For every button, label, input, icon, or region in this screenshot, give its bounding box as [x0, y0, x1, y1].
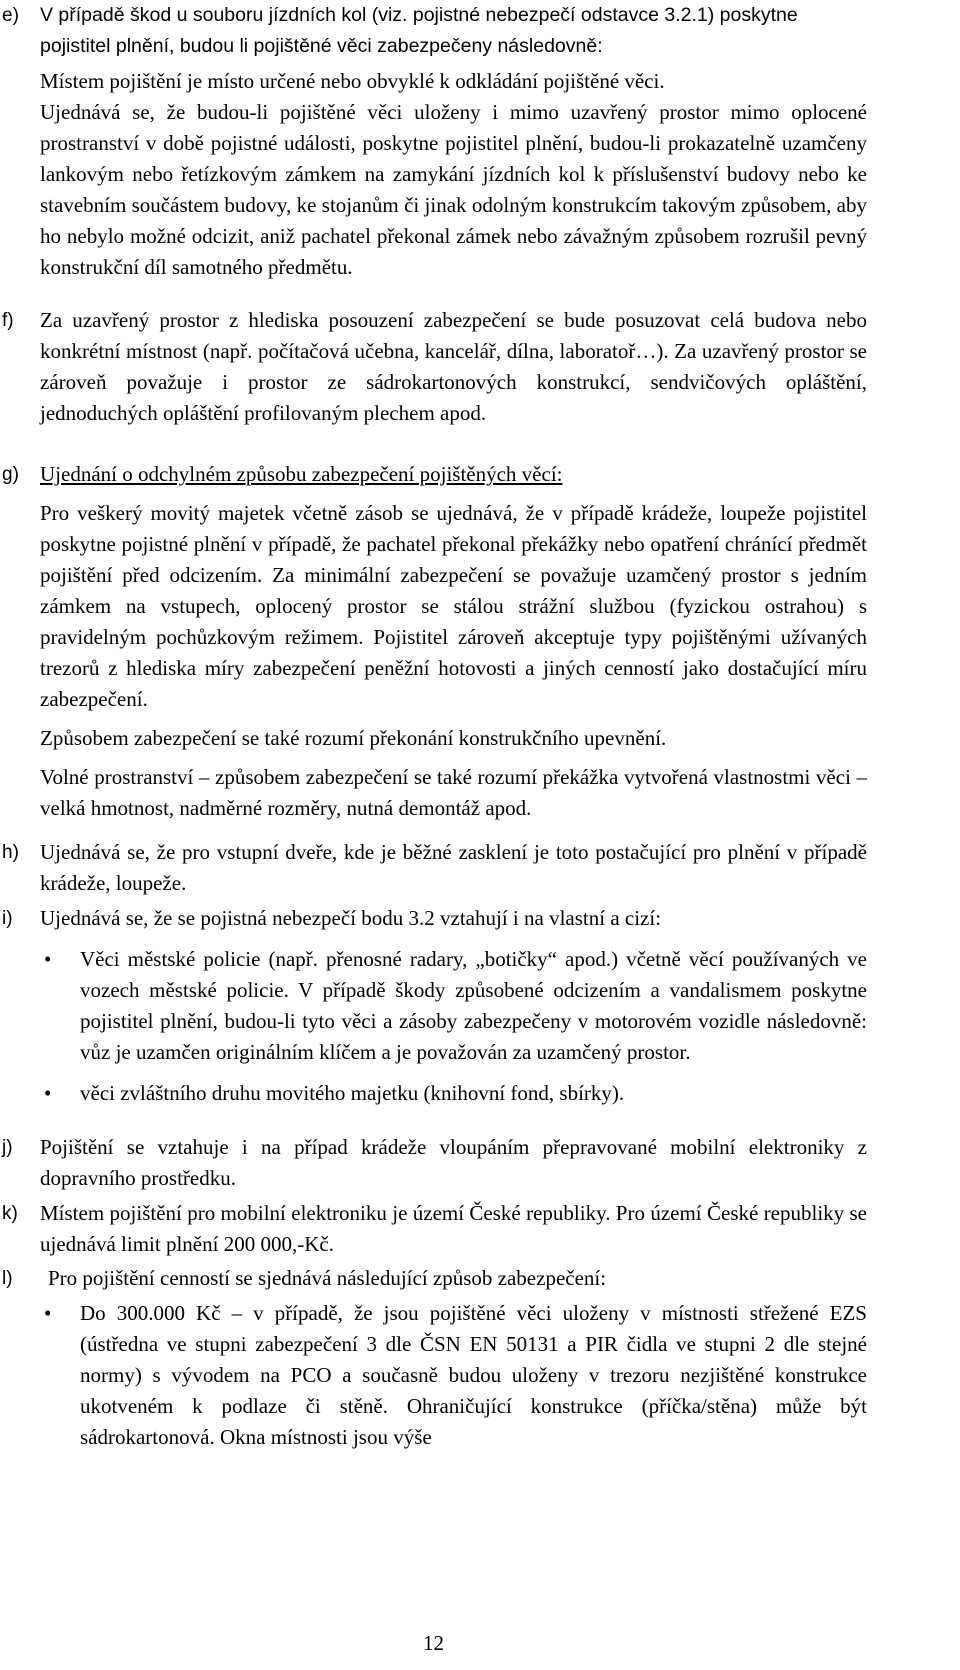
item-i-text: Ujednává se, že se pojistná nebezpečí bodu 3.2 vztahují i na vlastní a cizí: — [40, 906, 662, 930]
item-marker: k) — [2, 1203, 18, 1224]
item-marker: i) — [2, 908, 13, 929]
list-item — [40, 1078, 867, 1109]
item-l-bullet-1: Do 300.000 Kč – v případě, že jsou pojištěné věci uloženy v místnosti střežené EZS (ústředna ve stupni zabezpečení 3 dle ČSN EN 50131 a PIR čidla ve stupni 2 dle stejné normy) s vývodem na PCO a současně budou uloženy v trezoru nezjištěné konstrukce ukotveném k podlaze či stěně. Ohraničující konstrukce (příčka/stěna) může být sádrokartonová. Okna místnosti jsou výše — [80, 1301, 867, 1449]
item-g-paragraph-3: Volné prostranství – způsobem zabezpečení se také rozumí překážka vytvořená vlastnostmi věci – velká hmotnost, nadměrné rozměry, nutná demontáž apod. — [40, 765, 867, 820]
item-i-bullet-1: Věci městské policie (např. přenosné radary, „botičky“ apod.) včetně věcí používaných ve vozech městské policie. V případě škody způsobené odcizením a vandalismem poskytne pojistitel plnění, budou-li tyto věci a zásoby zabezpečeny v motorovém vozidle následovně: vůz je uzamčen originálním klíčem a je považován za uzamčený prostor. — [80, 947, 867, 1064]
item-i-bullet-2: věci zvláštního druhu movitého majetku (knihovní fond, sbírky). — [80, 1081, 625, 1105]
item-e-paragraph-1: Místem pojištění je místo určené nebo obvyklé k odkládání pojištěné věci. — [40, 69, 665, 93]
item-g — [0, 459, 867, 832]
item-k — [0, 1198, 867, 1268]
item-i — [0, 903, 867, 1109]
item-e-paragraph-2: Ujednává se, že budou-li pojištěné věci uloženy i mimo uzavřený prostor mimo oplocené prostranství v době pojistné události, poskytne pojistitel plnění, budou-li prokazatelně uzamčeny lankovým nebo řetízkovým zámkem na zamykání jízdních kol k příslušenství budovy nebo ke stavebním součástem budovy, ke stojanům či jinak odolným konstrukcím takovým způsobem, aby ho nebylo možné odcizit, aniž pachatel překonal zámek nebo závažným způsobem rozrušil pevný konstrukční díl samotného předmětu. — [40, 100, 867, 279]
item-h — [0, 837, 867, 907]
item-g-heading-text: Ujednání o odchylném způsobu zabezpečení pojištěných věcí: — [40, 462, 563, 486]
item-marker: j) — [2, 1137, 13, 1158]
item-g-paragraph-1: Pro veškerý movitý majetek včetně zásob se ujednává, že v případě krádeže, loupeže pojistitel poskytne pojistné plnění v případě, že pachatel překonal překážky nebo opatření chránící předmět pojištění před odcizením. Za minimální zabezpečení se považuje uzamčený prostor s jedním zámkem na vstupech, oplocený prostor se stálou strážní službou (fyzickou ostrahou) s pravidelným pochůzkovým režimem. Pojistitel zároveň akceptuje typy pojištěnými užívaných trezorů z hlediska míry zabezpečení peněžní hotovosti a jiných cenností jako dostačující míru zabezpečení. — [40, 501, 867, 711]
item-l — [0, 1263, 867, 1453]
bullet-icon: • — [44, 1301, 52, 1325]
item-f-text: Za uzavřený prostor z hlediska posouzení zabezpečení se bude posuzovat celá budova nebo konkrétní místnost (např. počítačová učebna, kancelář, dílna, laboratoř…). Za uzavřený prostor se zároveň považuje i prostor ze sádrokartonových konstrukcí, sendvičových opláštění, jednoduchých opláštění profilovaným plechem apod. — [40, 308, 867, 425]
bullet-icon: • — [44, 1081, 52, 1105]
item-marker: g) — [2, 464, 19, 485]
item-f — [0, 305, 867, 437]
item-e — [0, 0, 867, 291]
item-marker: e) — [2, 5, 19, 26]
list-item — [40, 1298, 867, 1453]
page-number: 12 — [423, 1631, 444, 1655]
item-k-text: Místem pojištění pro mobilní elektroniku je území České republiky. Pro území České republiky se ujednává limit plnění 200 000,-Kč. — [40, 1201, 867, 1256]
item-l-text: Pro pojištění cenností se sjednává následující způsob zabezpečení: — [48, 1266, 607, 1290]
item-marker: l) — [2, 1268, 13, 1289]
item-g-paragraph-2: Způsobem zabezpečení se také rozumí překonání konstrukčního upevnění. — [40, 726, 667, 750]
item-marker: h) — [2, 842, 19, 863]
item-h-text: Ujednává se, že pro vstupní dveře, kde je běžné zasklení je toto postačující pro plnění v případě krádeže, loupeže. — [40, 840, 867, 895]
list-item — [40, 944, 867, 1068]
item-j — [0, 1132, 867, 1202]
item-e-intro: V případě škod u souboru jízdních kol (viz. pojistné nebezpečí odstavce 3.2.1) poskytne pojistitel plnění, budou li pojištěné věci zabezpečeny následovně: — [40, 4, 798, 57]
item-marker: f) — [2, 310, 14, 331]
item-j-text: Pojištění se vztahuje i na případ krádeže vloupáním přepravované mobilní elektroniky z dopravního prostředku. — [40, 1135, 867, 1190]
bullet-icon: • — [44, 947, 52, 971]
item-g-heading — [40, 459, 867, 490]
